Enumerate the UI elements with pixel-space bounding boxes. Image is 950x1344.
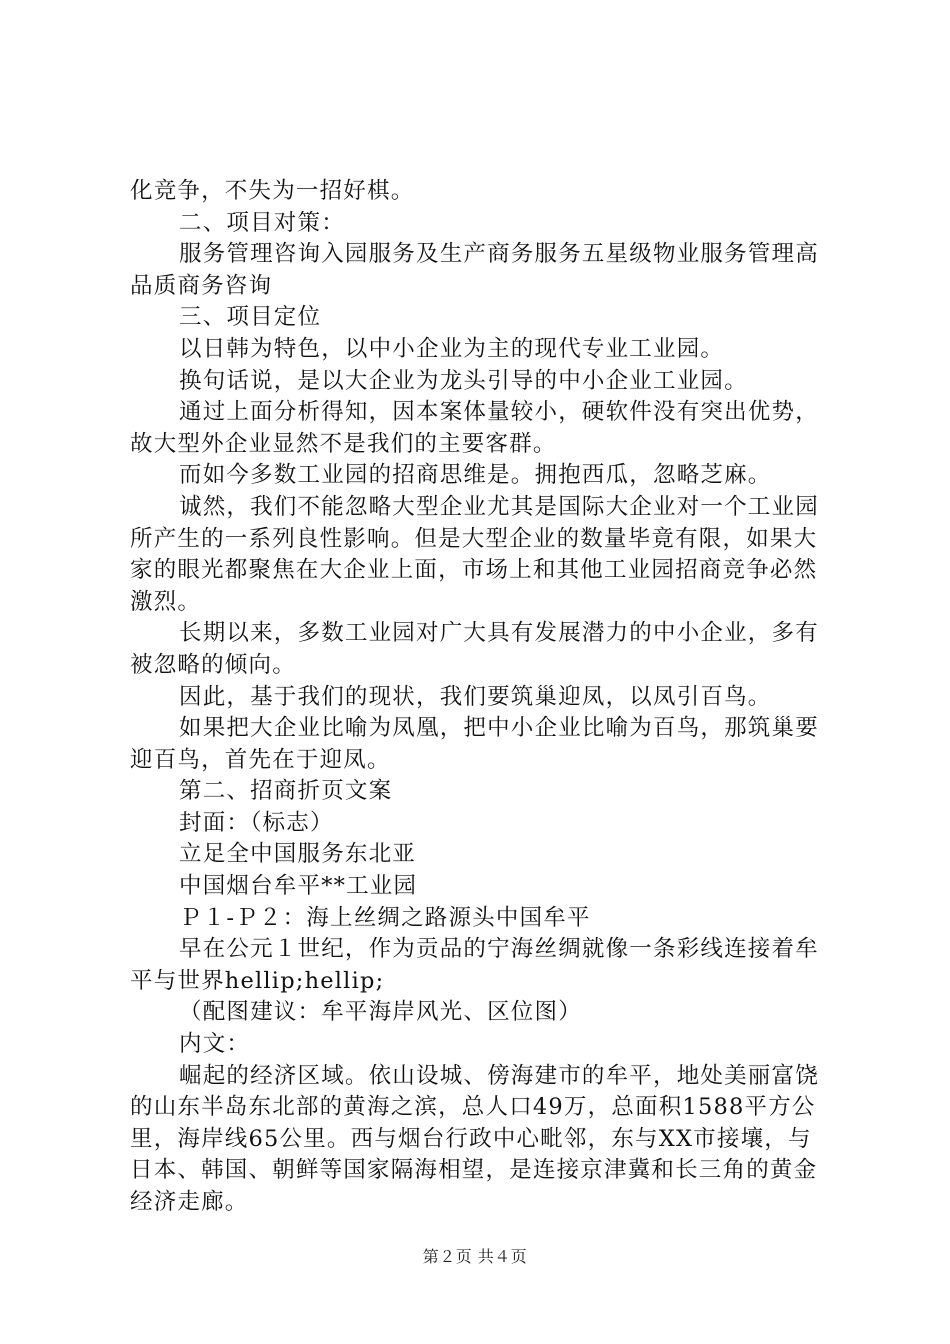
page-number-footer: 第２页 共４页 xyxy=(422,1247,528,1266)
paragraph: 封面：（标志） xyxy=(179,809,334,836)
paragraph: 崛起的经济区域。依山设城、傍海建市的牟平，地处美丽富饶的山东半岛东北部的黄海之滨，总人口49万，总面积1588平方公里，海岸线65公里。西与烟台行政中心毗邻，东与XX市接壤，与日本、韩国、朝鲜等国家隔海相望，是连接京津冀和长三角的黄金经济走廊。 xyxy=(130,1062,819,1215)
paragraph: 早在公元１世纪，作为贡品的宁海丝绸就像一条彩线连接着牟平与世界hellip;hellip; xyxy=(130,936,819,994)
paragraph: 换句话说，是以大企业为龙头引导的中小企业工业园。 xyxy=(179,367,748,394)
paragraph: 二、项目对策： xyxy=(179,209,345,236)
paragraph: 以日韩为特色，以中小企业为主的现代专业工业园。 xyxy=(179,335,725,362)
document-body xyxy=(130,176,835,1219)
paragraph: 长期以来，多数工业园对广大具有发展潜力的中小企业，多有被忽略的倾向。 xyxy=(130,620,819,678)
paragraph: Ｐ１-Ｐ２：海上丝绸之路源头中国牟平 xyxy=(179,904,591,931)
paragraph: 化竞争，不失为一招好棋。 xyxy=(130,178,415,204)
paragraph: 诚然，我们不能忽略大型企业尤其是国际大企业对一个工业园所产生的一系列良性影响。但是大型企业的数量毕竟有限，如果大家的眼光都聚焦在大企业上面，市场上和其他工业园招商竞争必然激烈。 xyxy=(130,493,819,615)
section-heading: 第二、招商折页文案 xyxy=(179,778,393,805)
paragraph: 内文： xyxy=(179,1031,251,1058)
paragraph: 因此，基于我们的现状，我们要筑巢迎凤，以凤引百鸟。 xyxy=(179,683,772,710)
paragraph: 如果把大企业比喻为凤凰，把中小企业比喻为百鸟，那筑巢要迎百鸟，首先在于迎凤。 xyxy=(130,715,819,773)
paragraph: 通过上面分析得知，因本案体量较小，硬软件没有突出优势，故大型外企业显然不是我们的主要客群。 xyxy=(130,399,819,457)
paragraph: （配图建议：牟平海岸风光、区位图） xyxy=(179,999,582,1026)
paragraph: 服务管理咨询入园服务及生产商务服务五星级物业服务管理高品质商务咨询 xyxy=(130,241,819,299)
paragraph: 立足全中国服务东北亚 xyxy=(179,841,417,868)
paragraph: 而如今多数工业园的招商思维是。拥抱西瓜，忽略芝麻。 xyxy=(179,462,772,489)
paragraph: 三、项目定位 xyxy=(179,304,322,331)
paragraph: 中国烟台牟平**工业园 xyxy=(179,873,418,900)
